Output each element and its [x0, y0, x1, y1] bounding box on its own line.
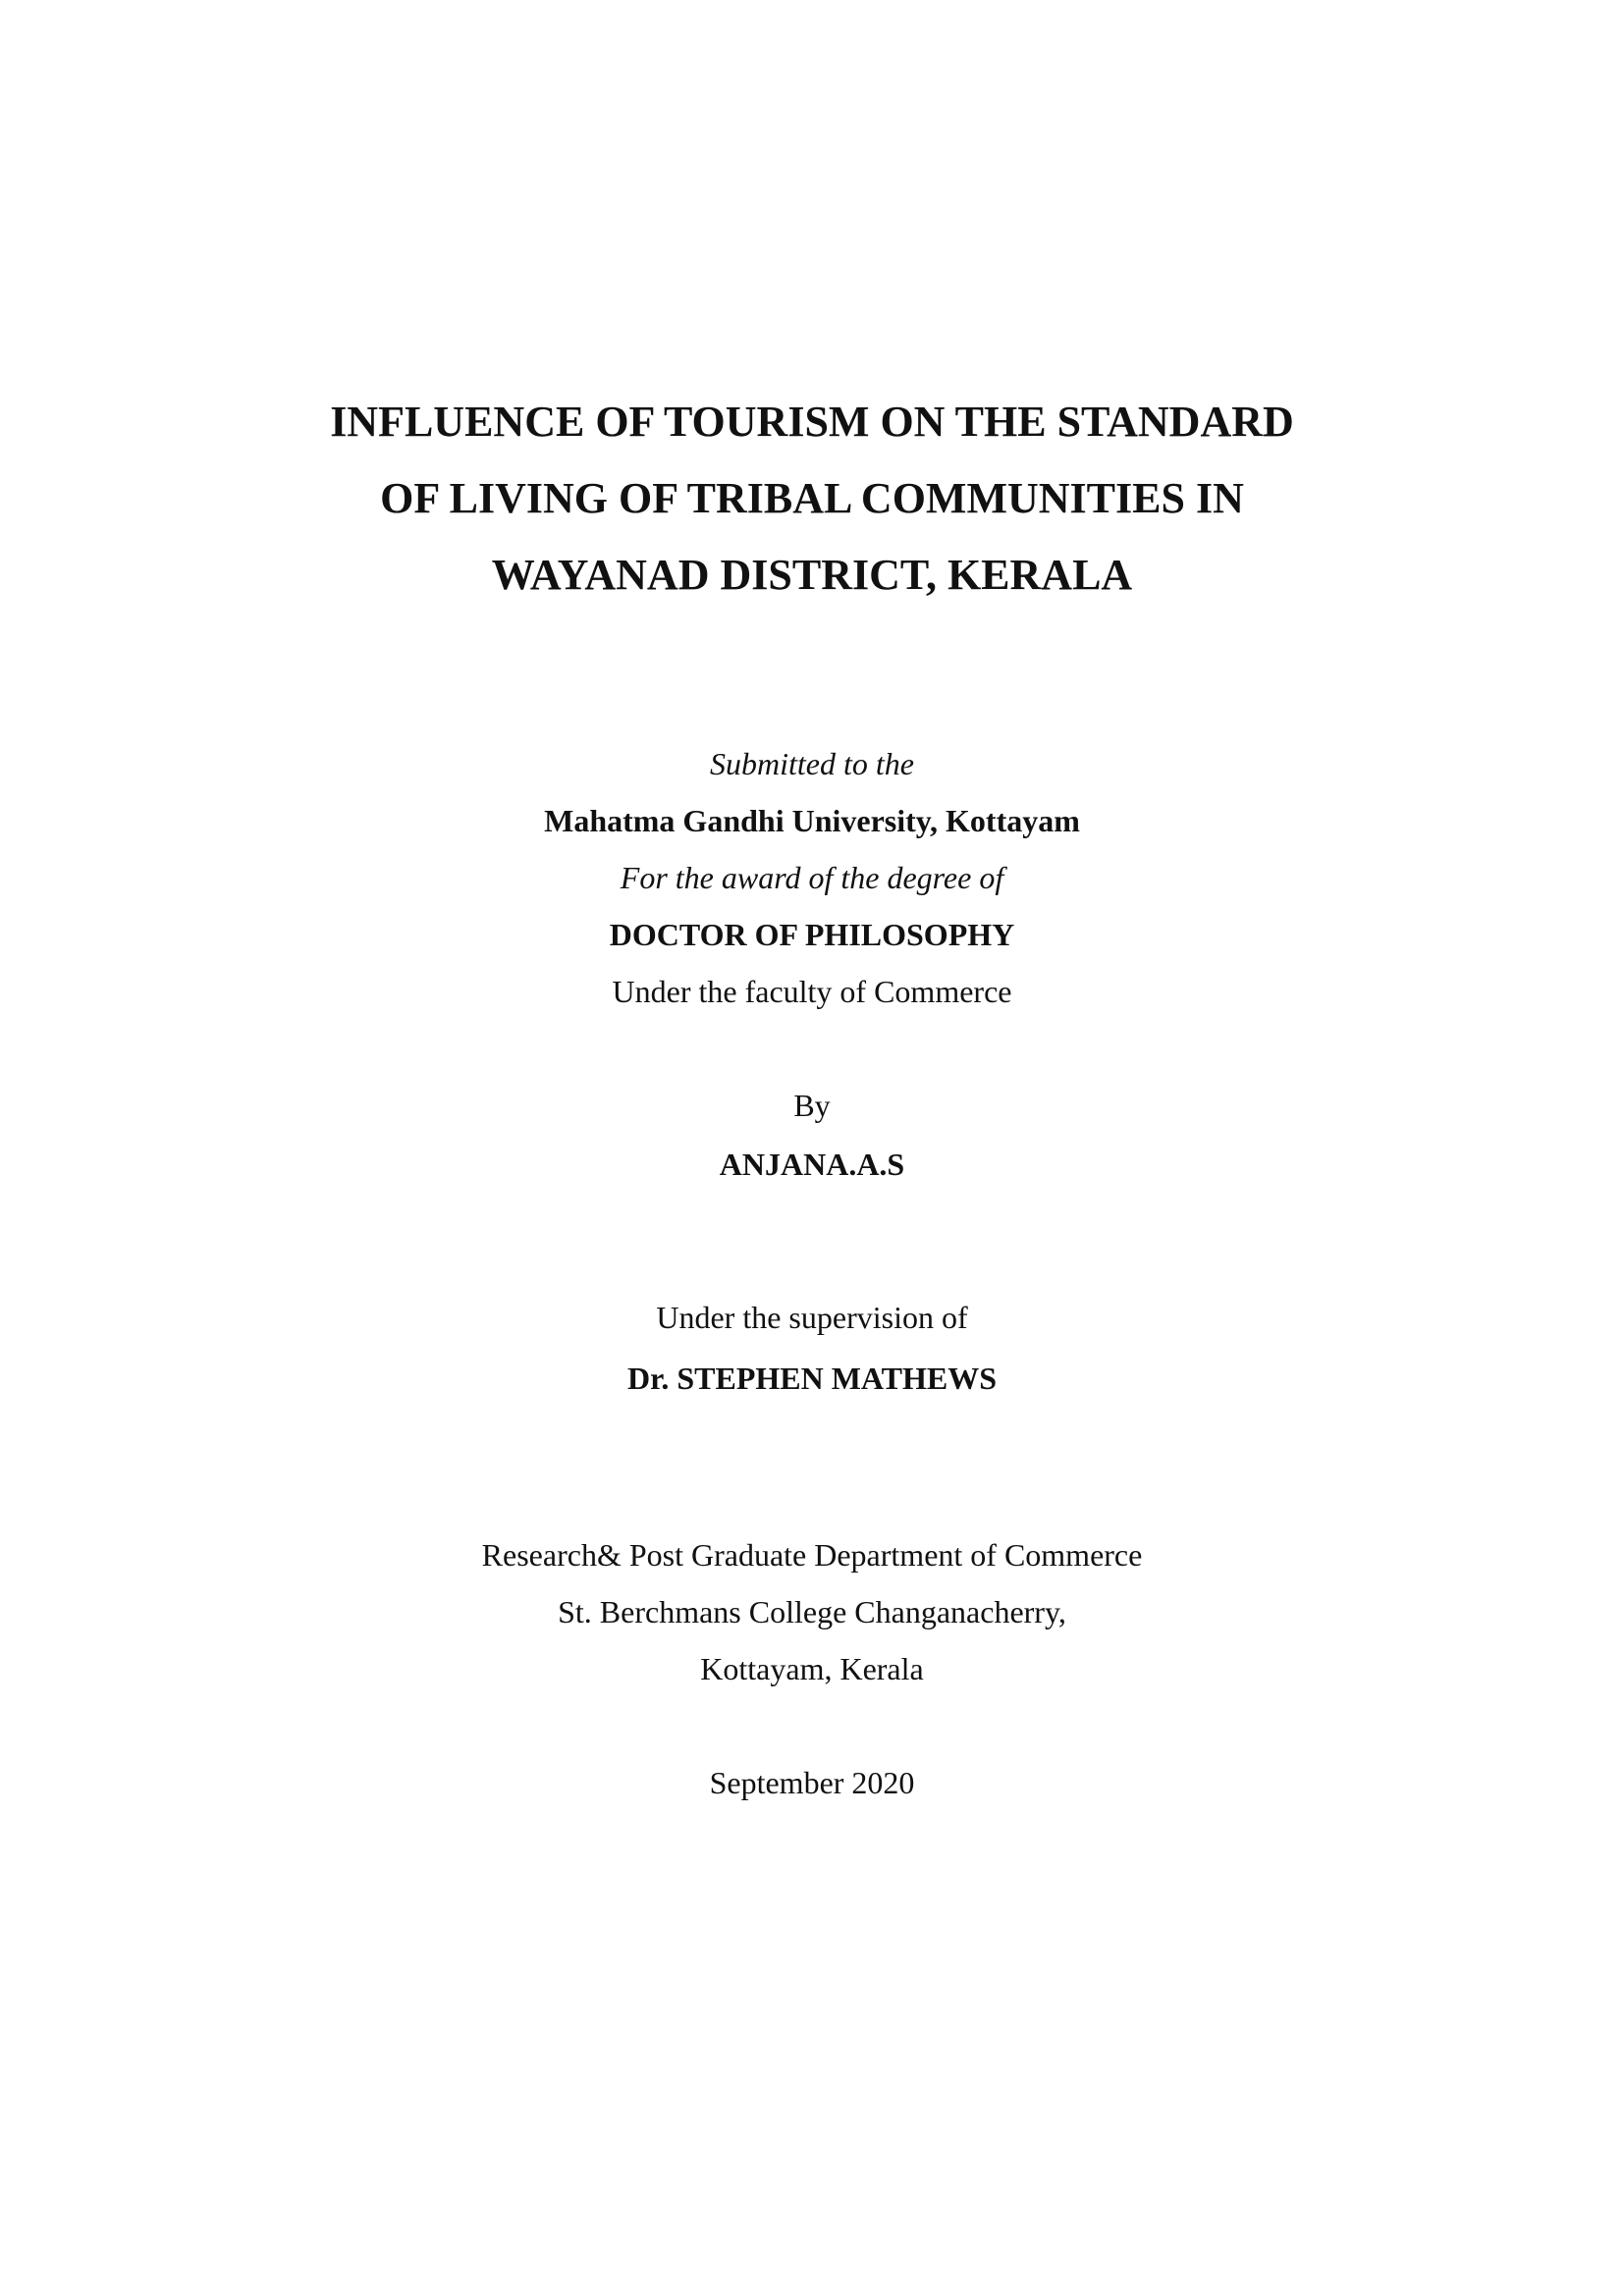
degree-name: DOCTOR OF PHILOSOPHY — [609, 917, 1015, 952]
award-text: For the award of the degree of — [620, 860, 1004, 895]
supervision-label: Under the supervision of — [656, 1300, 968, 1335]
thesis-title-line-1: INFLUENCE OF TOURISM ON THE STANDARD — [330, 398, 1294, 446]
college-line: St. Berchmans College Changanacherry, — [558, 1594, 1066, 1629]
thesis-title-line-2: OF LIVING OF TRIBAL COMMUNITIES IN — [380, 474, 1244, 522]
location-line: Kottayam, Kerala — [700, 1651, 924, 1686]
department-line: Research& Post Graduate Department of Commerce — [481, 1537, 1143, 1573]
author-name: ANJANA.A.S — [719, 1147, 905, 1182]
faculty-text: Under the faculty of Commerce — [612, 974, 1012, 1009]
submission-date: September 2020 — [709, 1765, 915, 1800]
submitted-to-text: Submitted to the — [710, 746, 914, 781]
supervisor-name: Dr. STEPHEN MATHEWS — [626, 1361, 998, 1396]
thesis-title-line-3: WAYANAD DISTRICT, KERALA — [491, 551, 1133, 599]
by-text: By — [793, 1088, 831, 1123]
university-name: Mahatma Gandhi University, Kottayam — [544, 803, 1080, 838]
